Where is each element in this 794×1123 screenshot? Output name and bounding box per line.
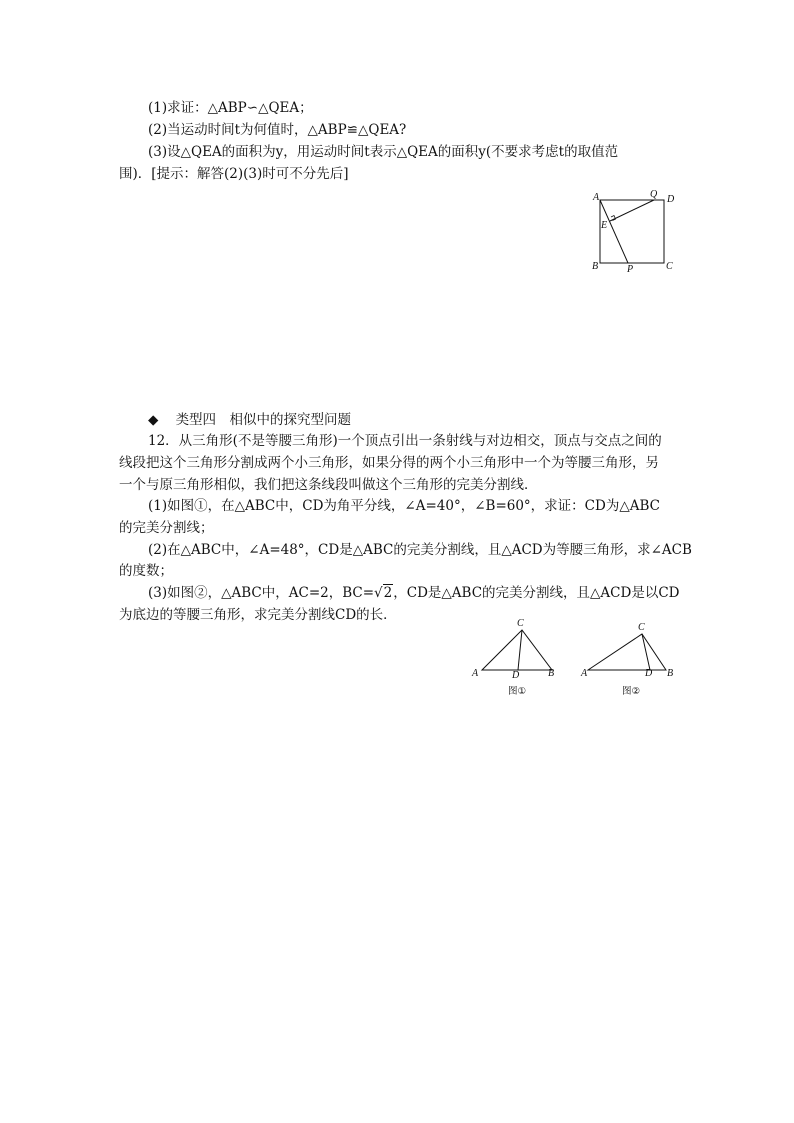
bisector-cd-1 bbox=[518, 630, 522, 670]
section-title: 类型四 相似中的探究型问题 bbox=[175, 412, 352, 428]
q3-part1: (3)如图②，△ABC中，AC=2，BC= bbox=[148, 585, 375, 601]
fig1-label-d: D bbox=[512, 670, 520, 681]
problem11-q3-line1: (3)设△QEA的面积为y，用运动时间t表示△QEA的面积y(不要求考虑t的取值范 bbox=[148, 144, 619, 160]
q3-part2: ，CD是△ABC的完美分割线，且△ACD是以CD bbox=[393, 585, 680, 601]
fig2-label-d: D bbox=[645, 668, 653, 679]
square-abcd bbox=[600, 200, 664, 263]
fig-label-d: D bbox=[667, 194, 675, 205]
fig1-label-c: C bbox=[517, 618, 524, 629]
fig1-caption: 图① bbox=[508, 686, 527, 697]
fig-label-a: A bbox=[593, 192, 600, 203]
fig2-label-c: C bbox=[638, 622, 645, 633]
fig2-caption: 图② bbox=[622, 686, 641, 697]
fig1-label-b: B bbox=[548, 668, 555, 679]
triangle-figure-1 bbox=[470, 620, 570, 680]
problem12-intro-line3: 一个与原三角形相似，我们把这条线段叫做这个三角形的完美分割线． bbox=[119, 477, 538, 493]
fig2-label-b: B bbox=[667, 668, 674, 679]
problem12-q2-line1: (2)在△ABC中，∠A=48°，CD是△ABC的完美分割线，且△ACD为等腰三角形，求∠ACB bbox=[148, 542, 692, 558]
fig-label-e: E bbox=[601, 220, 608, 231]
problem12-q3-line1 bbox=[148, 583, 679, 603]
fig2-label-a: A bbox=[581, 668, 588, 679]
segment-ap bbox=[600, 200, 628, 263]
problem11-q1: (1)求证：△ABP∽△QEA； bbox=[148, 100, 313, 116]
fig1-label-a: A bbox=[472, 668, 479, 679]
sqrt-expression: √2 bbox=[374, 585, 393, 601]
problem12-q3-line2: 为底边的等腰三角形，求完美分割线CD的长． bbox=[119, 607, 397, 623]
fig-label-p: P bbox=[627, 264, 634, 275]
problem12-q2-line2: 的度数； bbox=[119, 563, 173, 579]
fig-label-c: C bbox=[666, 261, 673, 272]
segment-qe bbox=[610, 200, 654, 221]
sqrt-radicand: 2 bbox=[383, 585, 393, 601]
fig-label-q: Q bbox=[650, 189, 658, 200]
problem11-q3-line2: 围)．[提示：解答(2)(3)时可不分先后] bbox=[119, 166, 349, 182]
triangle-figure-2 bbox=[580, 620, 680, 680]
section4-heading bbox=[148, 410, 351, 430]
problem12-q1-line1: (1)如图①，在△ABC中，CD为角平分线，∠A=40°，∠B=60°，求证：CD为△ABC bbox=[148, 498, 660, 514]
problem11-q2: (2)当运动时间t为何值时，△ABP≌△QEA? bbox=[148, 122, 407, 138]
problem12-q1-line2: 的完美分割线； bbox=[119, 520, 214, 536]
section-bullet: ◆ bbox=[148, 412, 159, 428]
triangle-abc-1 bbox=[482, 630, 552, 670]
problem12-intro-line2: 线段把这个三角形分割成两个小三角形，如果分得的两个小三角形中一个为等腰三角形，另 bbox=[119, 455, 659, 471]
problem12-intro-line1: 12．从三角形(不是等腰三角形)一个顶点引出一条射线与对边相交，顶点与交点之间的 bbox=[148, 433, 662, 449]
fig-label-b: B bbox=[592, 261, 599, 272]
triangle-abc-2 bbox=[588, 634, 666, 670]
